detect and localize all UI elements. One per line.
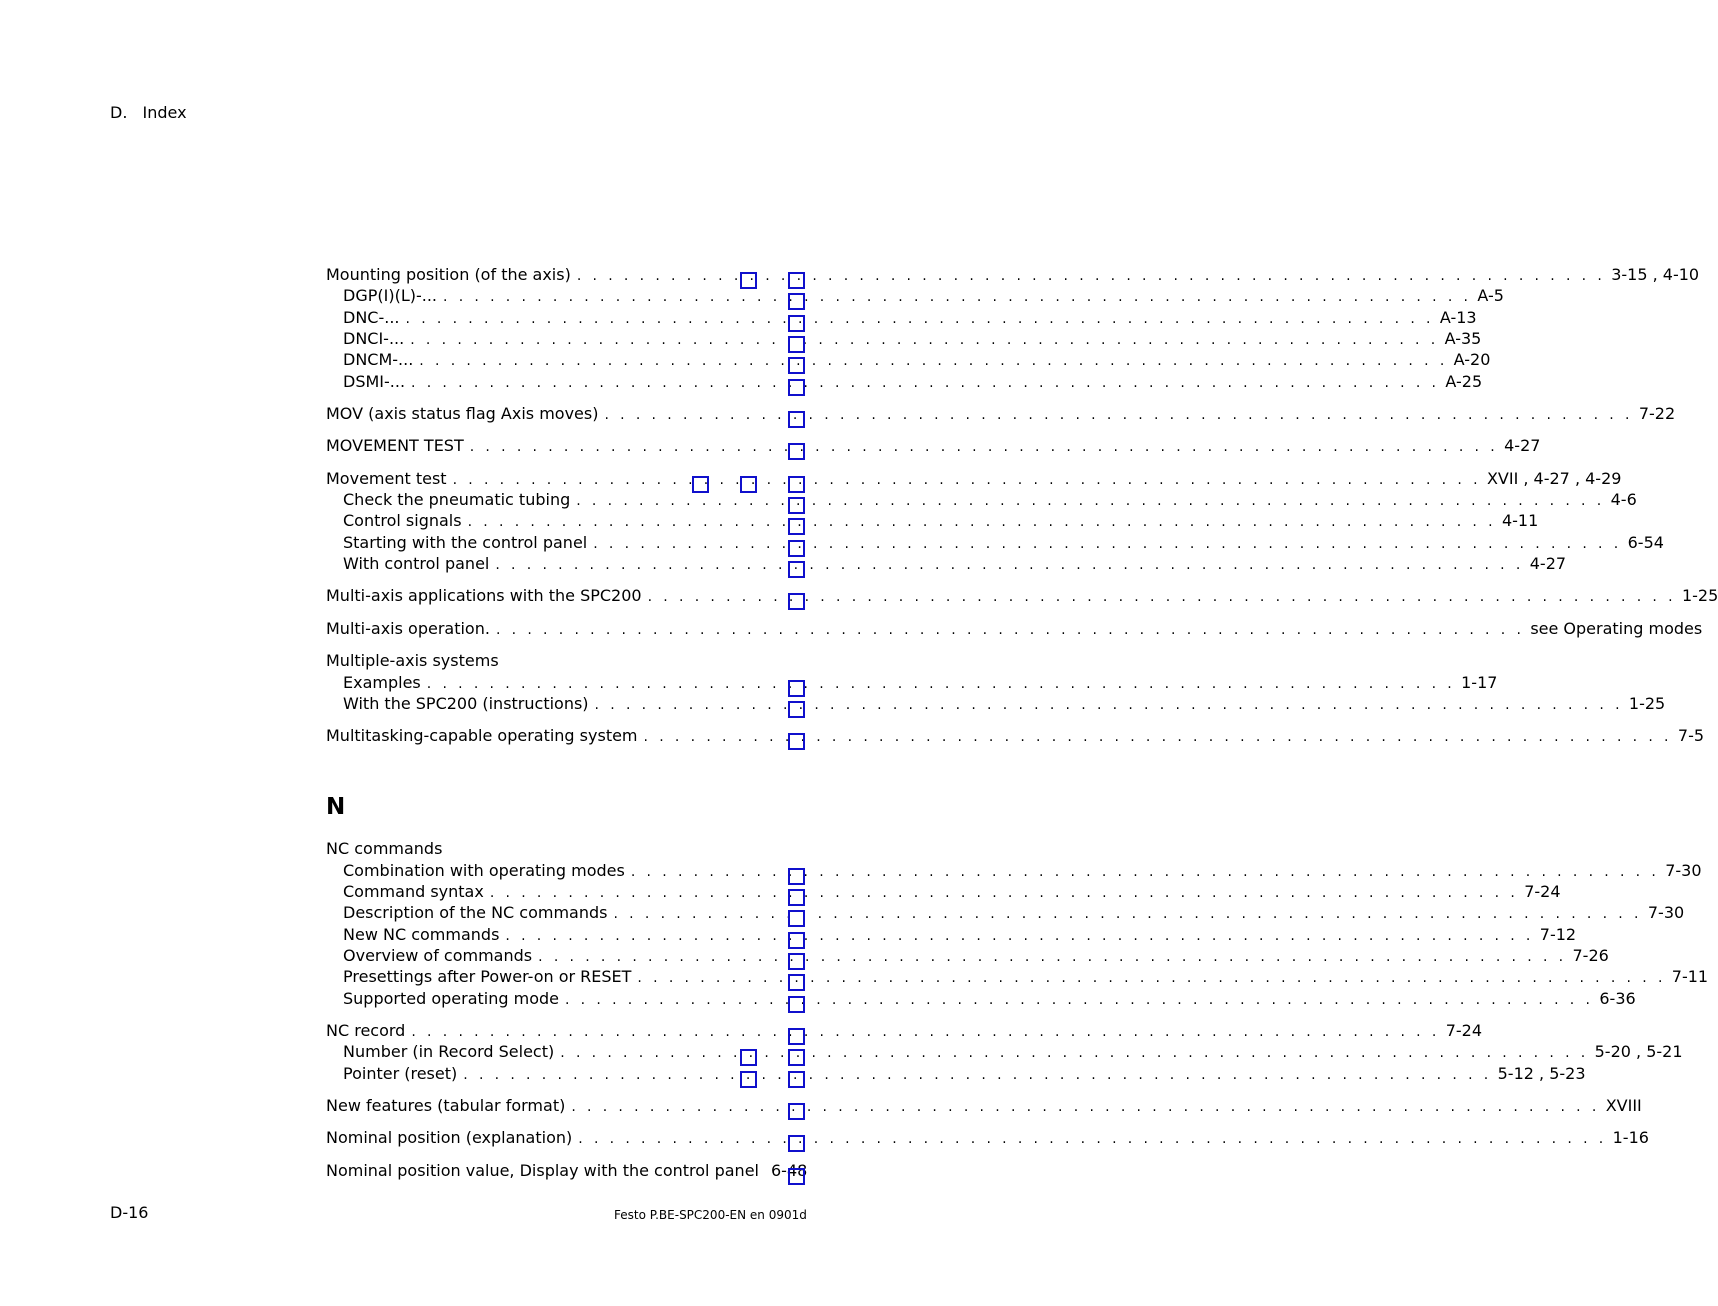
entry-term: Command syntax (343, 882, 484, 901)
index-subentry (343, 989, 1636, 1009)
entry-term: Combination with operating modes (343, 861, 625, 880)
leader-dots: . . . . . . . . . . . . . . . . . . . . . . . . . . . . . . . . . . . . . . . . . . . . . . . . . . . . . . . . . . . . . . . . . . (576, 493, 1605, 509)
entry-term: Pointer (reset) (343, 1064, 458, 1083)
index-subentry (343, 694, 1666, 714)
entry-term: Nominal position (explanation) (326, 1128, 573, 1147)
page-link[interactable]: A-13 (1439, 308, 1477, 327)
link-box[interactable] (788, 889, 805, 906)
link-box[interactable] (788, 561, 805, 578)
link-box[interactable] (788, 272, 805, 289)
entry-term: Check the pneumatic tubing (343, 490, 571, 509)
leader-dots: . . . . . . . . . . . . . . . . . . . . . . . . . . . . . . . . . . . . . . . . . . . . . . . . . . . . . . . . . . . . . . . . . . (495, 622, 1525, 638)
link-box[interactable] (788, 476, 805, 493)
page-number: D-16 (110, 1203, 149, 1222)
leader-dots: . . . . . . . . . . . . . . . . . . . . . . . . . . . . . . . . . . . . . . . . . . . . . . . . . . . . . . . . . . . . . . . . . . (489, 885, 1519, 901)
index-entry (326, 1128, 1649, 1148)
page-link[interactable]: XVIII (1605, 1096, 1642, 1115)
page-link[interactable]: 7-12 (1539, 925, 1577, 944)
page-link[interactable]: XVII , 4-27 , 4-29 (1486, 469, 1622, 488)
index-subentry (343, 372, 1483, 392)
link-box[interactable] (788, 379, 805, 396)
entry-term: NC commands (326, 839, 443, 858)
index-entry (326, 726, 1705, 746)
entry-term: Multi-axis operation. (326, 619, 490, 638)
index-entry (326, 404, 1676, 424)
page-link[interactable]: 7-30 (1647, 903, 1685, 922)
leader-dots: . . . . . . . . . . . . . . . . . . . . . . . . . . . . . . . . . . . . . . . . . . . . . . . . . . . . . . . . . . . . . . . . . . (463, 1067, 1492, 1083)
page-link[interactable]: 1-17 (1461, 673, 1498, 692)
page-link[interactable]: 6-48 (770, 1161, 808, 1180)
page-link[interactable]: A-5 (1477, 286, 1504, 305)
index-subentry (343, 308, 1477, 328)
page-link[interactable]: 5-20 , 5-21 (1594, 1042, 1683, 1061)
index-entry (326, 839, 796, 859)
page-link[interactable]: A-35 (1444, 329, 1482, 348)
index-entry (326, 619, 1703, 639)
link-box[interactable] (788, 680, 805, 697)
entry-term: Movement test (326, 469, 447, 488)
index-subentry (343, 533, 1664, 553)
entry-term: MOV (axis status flag Axis moves) (326, 404, 599, 423)
link-box[interactable] (788, 733, 805, 750)
page-link[interactable]: 3-15 , 4-10 (1611, 265, 1700, 284)
index-subentry (343, 1042, 1683, 1062)
leader-dots: . . . . . . . . . . . . . . . . . . . . . . . . . . . . . . . . . . . . . . . . . . . . . . . . . . . . . . . . . . . . . . . . . . (538, 949, 1567, 965)
link-box[interactable] (788, 996, 805, 1013)
entry-term: Control signals (343, 511, 462, 530)
link-box[interactable] (788, 1049, 805, 1066)
link-box[interactable] (788, 953, 805, 970)
page-link[interactable]: 7-22 (1638, 404, 1676, 423)
index-subentry (343, 967, 1709, 987)
link-box[interactable] (788, 974, 805, 991)
link-box[interactable] (788, 443, 805, 460)
index-subentry (343, 1064, 1586, 1084)
link-box[interactable] (788, 701, 805, 718)
link-box[interactable] (788, 497, 805, 514)
entry-term: Overview of commands (343, 946, 533, 965)
index-subentry (343, 490, 1637, 510)
link-box[interactable] (788, 336, 805, 353)
entry-term: Multitasking-capable operating system (326, 726, 638, 745)
entry-term: DNCI-... (343, 329, 405, 348)
page-link[interactable]: 4-27 (1504, 436, 1541, 455)
index-subentry (343, 946, 1609, 966)
section-title: Index (142, 103, 187, 122)
leader-dots: . . . . . . . . . . . . . . . . . . . . . . . . . . . . . . . . . . . . . . . . . . . . . . . . . . . . . . . . . . . . . . . . . . (467, 514, 1496, 530)
leader-dots: . . . . . . . . . . . . . . . . . . . . . . . . . . . . . . . . . . . . . . . . . . . . . . . . . . . . . . . . . . . . . . . . . . (637, 970, 1666, 986)
link-box[interactable] (740, 1071, 757, 1088)
entry-term: Mounting position (of the axis) (326, 265, 571, 284)
link-box[interactable] (692, 476, 709, 493)
link-box[interactable] (788, 315, 805, 332)
link-box[interactable] (788, 932, 805, 949)
entry-term: Description of the NC commands (343, 903, 608, 922)
link-box[interactable] (788, 518, 805, 535)
index-subentry (343, 673, 1498, 693)
link-box[interactable] (788, 868, 805, 885)
link-box[interactable] (788, 593, 805, 610)
page-link[interactable]: 6-36 (1599, 989, 1636, 1008)
index-entry (326, 651, 796, 671)
entry-term: With the SPC200 (instructions) (343, 694, 589, 713)
index-subentry (343, 329, 1482, 349)
index-subentry (343, 350, 1491, 370)
leader-dots: . . . . . . . . . . . . . . . . . . . . . . . . . . . . . . . . . . . . . . . . . . . . . . . . . . . . . . . . . . . . . . . . . . (593, 536, 1622, 552)
entry-term: DSMI-... (343, 372, 406, 391)
leader-dots: . . . . . . . . . . . . . . . . . . . . . . . . . . . . . . . . . . . . . . . . . . . . . . . . . . . . . . . . . . . . . . . . . . (560, 1045, 1589, 1061)
link-box[interactable] (788, 1103, 805, 1120)
page-link[interactable]: 5-12 , 5-23 (1497, 1064, 1586, 1083)
index-subentry (343, 882, 1561, 902)
leader-dots: . . . . . . . . . . . . . . . . . . . . . . . . . . . . . . . . . . . . . . . . . . . . . . . . . . . . . . . . . . . . . . . . . . (576, 268, 1606, 284)
entry-term: Nominal position value, Display with the control panel (326, 1161, 759, 1180)
link-box[interactable] (788, 1168, 805, 1185)
link-box[interactable] (788, 910, 805, 927)
leader-dots: . . . . . . . . . . . . . . . . . . . . . . . . . . . . . . . . . . . . . . . . . . . . . . . . . . . . . . . . . . . . . . . . . . (594, 697, 1623, 713)
leader-dots: . . . . . . . . . . . . . . . . . . . . . . . . . . . . . . . . . . . . . . . . . . . . . . . . . . . . . . . . . . . . . . . . . . (604, 407, 1633, 423)
index-subentry (343, 861, 1702, 881)
leader-dots: . . . . . . . . . . . . . . . . . . . . . . . . . . . . . . . . . . . . . . . . . . . . . . . . . . . . . . . . . . . . . . . . . . (410, 332, 1439, 348)
entry-term: Supported operating mode (343, 989, 559, 1008)
entry-term: DNC-... (343, 308, 400, 327)
leader-dots: . . . . . . . . . . . . . . . . . . . . . . . . . . . . . . . . . . . . . . . . . . . . . . . . . . . . . . . . . . . . . . . . . . (452, 472, 1481, 488)
index-entry (326, 586, 1718, 606)
leader-dots: . . . . . . . . . . . . . . . . . . . . . . . . . . . . . . . . . . . . . . . . . . . . . . . . . . . . . . . . . . . . . . . . . . (411, 1024, 1440, 1040)
entry-term: DGP(I)(L)-... (343, 286, 437, 305)
page-link[interactable]: 4-27 (1529, 554, 1567, 573)
leader-dots: . . . . . . . . . . . . . . . . . . . . . . . . . . . . . . . . . . . . . . . . . . . . . . . . . . . . . . . . . . . . . . . . . . (411, 375, 1440, 391)
page-link[interactable]: A-20 (1453, 350, 1491, 369)
section-letter-heading: N (326, 794, 346, 820)
entry-term: New NC commands (343, 925, 500, 944)
index-subentry (343, 903, 1685, 923)
link-box[interactable] (788, 540, 805, 557)
page-link[interactable]: A-25 (1445, 372, 1483, 391)
index-subentry (343, 286, 1504, 306)
cross-reference: see Operating modes (1530, 619, 1703, 638)
leader-dots: . . . . . . . . . . . . . . . . . . . . . . . . . . . . . . . . . . . . . . . . . . . . . . . . . . . . . . . . . . . . . . . . . . (419, 353, 1448, 369)
leader-dots: . . . . . . . . . . . . . . . . . . . . . . . . . . . . . . . . . . . . . . . . . . . . . . . . . . . . . . . . . . . . . . . . . . (647, 589, 1676, 605)
entry-term: Starting with the control panel (343, 533, 588, 552)
index-entry (326, 1096, 1642, 1116)
link-box[interactable] (788, 357, 805, 374)
leader-dots: . . . . . . . . . . . . . . . . . . . . . . . . . . . . . . . . . . . . . . . . . . . . . . . . . . . . . . . . . . . . . . . . . . (495, 557, 1524, 573)
page-link[interactable]: 1-16 (1612, 1128, 1649, 1147)
page-link[interactable]: 4-6 (1610, 490, 1637, 509)
leader-dots: . . . . . . . . . . . . . . . . . . . . . . . . . . . . . . . . . . . . . . . . . . . . . . . . . . . . . . . . . . . . . . . . . . (571, 1099, 1600, 1115)
index-entry (326, 1021, 1483, 1041)
index-entry (326, 469, 1622, 489)
page-link[interactable]: 7-24 (1445, 1021, 1483, 1040)
entry-term: Multiple-axis systems (326, 651, 499, 670)
leader-dots: . . . . . . . . . . . . . . . . . . . . . . . . . . . . . . . . . . . . . . . . . . . . . . . . . . . . . . . . . . . . . . . . . . (643, 729, 1672, 745)
page-link[interactable]: 7-30 (1665, 861, 1702, 880)
leader-dots: . . . . . . . . . . . . . . . . . . . . . . . . . . . . . . . . . . . . . . . . . . . . . . . . . . . . . . . . . . . . . . . . . . (426, 676, 1456, 692)
entry-term: MOVEMENT TEST (326, 436, 464, 455)
link-box[interactable] (788, 293, 805, 310)
page-link[interactable]: 7-26 (1572, 946, 1609, 965)
entry-term: Multi-axis applications with the SPC200 (326, 586, 642, 605)
index-subentry (343, 925, 1577, 945)
entry-term: DNCM-... (343, 350, 414, 369)
index-entry (326, 436, 1541, 456)
page-link[interactable]: 1-25 (1628, 694, 1666, 713)
link-box[interactable] (788, 1028, 805, 1045)
index-subentry (343, 511, 1539, 531)
leader-dots: . . . . . . . . . . . . . . . . . . . . . . . . . . . . . . . . . . . . . . . . . . . . . . . . . . . . . . . . . . . . . . . . . . (613, 906, 1642, 922)
leader-dots: . . . . . . . . . . . . . . . . . . . . . . . . . . . . . . . . . . . . . . . . . . . . . . . . . . . . . . . . . . . . . . . . . . (443, 289, 1472, 305)
entry-term: Presettings after Power-on or RESET (343, 967, 632, 986)
page-link[interactable]: 1-25 (1681, 586, 1718, 605)
link-box[interactable] (740, 1049, 757, 1066)
section-number: D. (110, 103, 128, 122)
page-link[interactable]: 6-54 (1627, 533, 1664, 552)
leader-dots: . . . . . . . . . . . . . . . . . . . . . . . . . . . . . . . . . . . . . . . . . . . . . . . . . . . . . . . . . . . . . . . . . . (564, 992, 1594, 1008)
page-link[interactable]: 7-11 (1671, 967, 1709, 986)
page-link[interactable]: 7-24 (1524, 882, 1561, 901)
index-entry (326, 265, 1700, 285)
entry-term: Number (in Record Select) (343, 1042, 555, 1061)
index-subentry (343, 554, 1567, 574)
link-box[interactable] (788, 1135, 805, 1152)
page-link[interactable]: 4-11 (1501, 511, 1539, 530)
page-link[interactable]: 7-5 (1677, 726, 1705, 745)
leader-dots: . . . . . . . . . . . . . . . . . . . . . . . . . . . . . . . . . . . . . . . . . . . . . . . . . . . . . . . . . . . . . . . . . . (505, 928, 1534, 944)
index-entry (326, 1161, 808, 1181)
leader-dots: . . . . . . . . . . . . . . . . . . . . . . . . . . . . . . . . . . . . . . . . . . . . . . . . . . . . . . . . . . . . . . . . . . (469, 439, 1499, 455)
entry-term: With control panel (343, 554, 490, 573)
entry-term: New features (tabular format) (326, 1096, 566, 1115)
running-header (110, 103, 187, 122)
entry-term: NC record (326, 1021, 406, 1040)
link-box[interactable] (740, 272, 757, 289)
leader-dots: . . . . . . . . . . . . . . . . . . . . . . . . . . . . . . . . . . . . . . . . . . . . . . . . . . . . . . . . . . . . . . . . . . (630, 864, 1660, 880)
document-reference: Festo P.BE-SPC200-EN en 0901d (614, 1208, 807, 1222)
link-box[interactable] (740, 476, 757, 493)
link-box[interactable] (788, 411, 805, 428)
leader-dots: . . . . . . . . . . . . . . . . . . . . . . . . . . . . . . . . . . . . . . . . . . . . . . . . . . . . . . . . . . . . . . . . . . (405, 311, 1434, 327)
link-box[interactable] (788, 1071, 805, 1088)
entry-term: Examples (343, 673, 421, 692)
leader-dots: . . . . . . . . . . . . . . . . . . . . . . . . . . . . . . . . . . . . . . . . . . . . . . . . . . . . . . . . . . . . . . . . . . (578, 1131, 1607, 1147)
